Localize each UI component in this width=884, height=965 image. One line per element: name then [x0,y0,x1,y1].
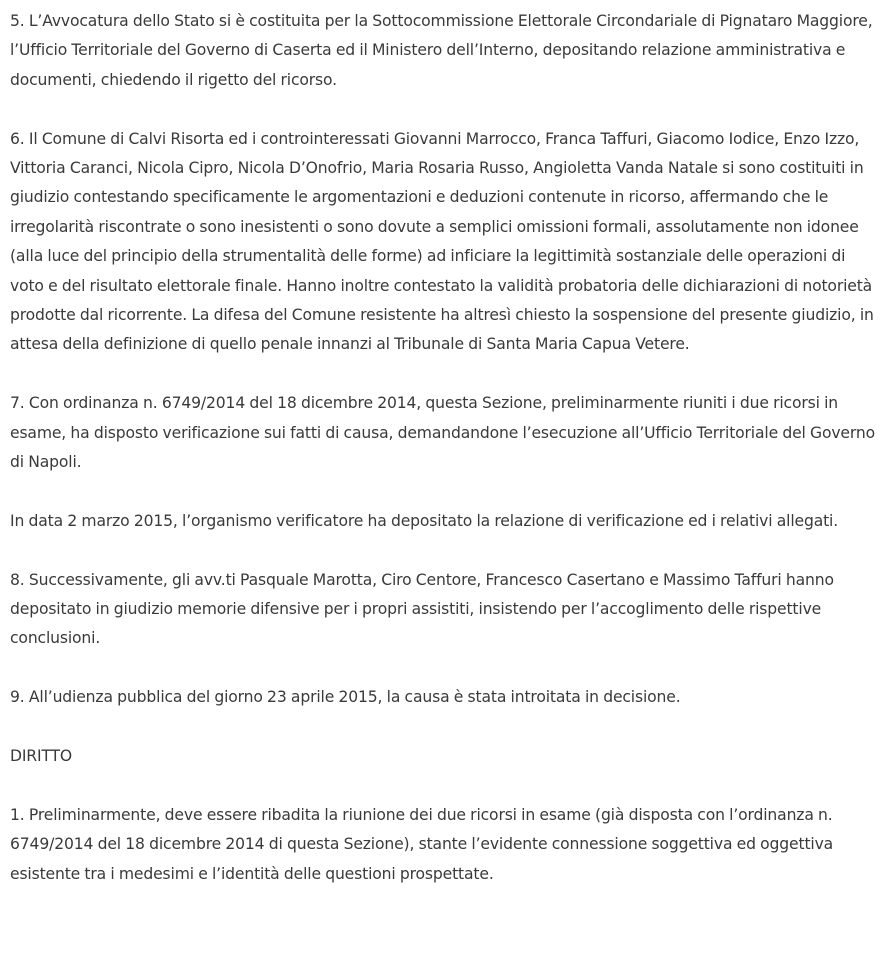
paragraph-7: 7. Con ordinanza n. 6749/2014 del 18 dicembre 2014, questa Sezione, preliminarmente riuniti i due ricorsi in esame, ha disposto verificazione sui fatti di causa, demandandone l’esecuzione all’Ufficio Territoriale del Governo di Napoli. [10,394,875,472]
paragraph-9: 9. All’udienza pubblica del giorno 23 aprile 2015, la causa è stata introitata in decisione. [10,688,681,707]
paragraph-7-continued: In data 2 marzo 2015, l’organismo verificatore ha depositato la relazione di verificazione ed i relativi allegati. [10,511,839,530]
section-heading-diritto: DIRITTO [10,747,73,766]
diritto-paragraph-1: 1. Preliminarmente, deve essere ribadita la riunione dei due ricorsi in esame (già disposta con l’ordinanza n. 6749/2014 del 18 dicembre 2014 di questa Sezione), stante l’evidente connessione soggettiva ed oggettiva esistente tra i medesimi e l’identità delle questioni prospettate. [10,805,834,883]
paragraph-6: 6. Il Comune di Calvi Risorta ed i controinteressati Giovanni Marrocco, Franca Taffuri, Giacomo Iodice, Enzo Izzo, Vittoria Caranci, Nicola Cipro, Nicola D’Onofrio, Maria Rosaria Russo, Angioletta Vanda Natale si sono costituiti in giudizio contestando specificamente le argomentazioni e deduzioni contenute in ricorso, affermando che le irregolarità riscontrate o sono inesistenti o sono dovute a semplici omissioni formali, assolutamente non idonee (alla luce del principio della strumentalità delle forme) ad inficiare la legittimità sostanziale delle operazioni di voto e del risultato elettorale finale. Hanno inoltre contestato la validità probatoria delle dichiarazioni di notorietà prodotte dal ricorrente. La difesa del Comune resistente ha altresì chiesto la sospensione del presente giudizio, in attesa della definizione di quello penale innanzi al Tribunale di Santa Maria Capua Vetere. [10,129,874,354]
paragraph-5: 5. L’Avvocatura dello Stato si è costituita per la Sottocommissione Elettorale Circondariale di Pignataro Maggiore, l’Ufficio Territoriale del Governo di Caserta ed il Ministero dell’Interno, depositando relazione amministrativa e documenti, chiedendo il rigetto del ricorso. [10,12,873,89]
paragraph-8: 8. Successivamente, gli avv.ti Pasquale Marotta, Ciro Centore, Francesco Casertano e Massimo Taffuri hanno depositato in giudizio memorie difensive per i propri assistiti, insistendo per l’accoglimento delle rispettive conclusioni. [10,570,834,648]
document-body [10,7,876,889]
